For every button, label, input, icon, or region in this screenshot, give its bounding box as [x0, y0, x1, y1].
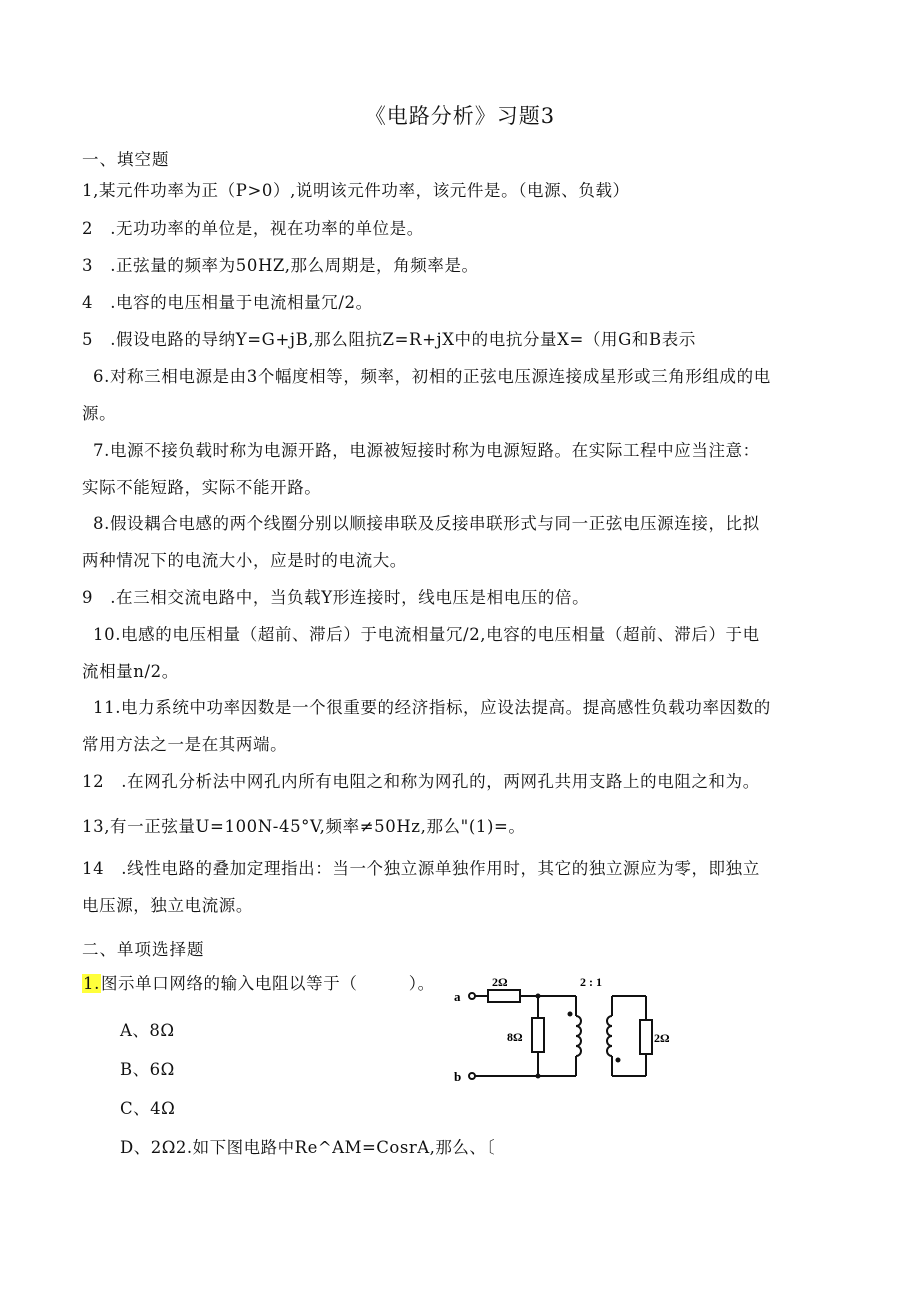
question-line: 14 .线性电路的叠加定理指出：当一个独立源单独作用时，其它的独立源应为零，即独立	[82, 859, 760, 878]
turns-ratio-label: 2 : 1	[580, 975, 602, 989]
question-number-highlight: 1.	[83, 974, 100, 993]
question-line: 8.假设耦合电感的两个线圈分别以顺接串联及反接串联形式与同一正弦电压源连接，比拟	[93, 514, 760, 533]
question-line: 1,某元件功率为正（P>0）,说明该元件功率，该元件是。（电源、负载）	[82, 181, 630, 200]
question-line: 12 .在网孔分析法中网孔内所有电阻之和称为网孔的，两网孔共用支路上的电阻之和为。	[82, 772, 760, 791]
option-c: C、4Ω	[120, 1099, 176, 1118]
option-d: D、2Ω2.如下图电路中Re^AM=CosrA,那么、〔	[120, 1138, 496, 1157]
question-line: 电压源，独立电流源。	[82, 896, 253, 915]
question-line: 6.对称三相电源是由3个幅度相等，频率，初相的正弦电压源连接成星形或三角形组成的电	[93, 367, 771, 386]
load-resistor	[640, 1020, 652, 1054]
question-line: 2 .无功功率的单位是，视在功率的单位是。	[82, 219, 424, 238]
series-resistor-label: 2Ω	[492, 975, 508, 989]
terminal-a-node	[469, 993, 475, 999]
question-line: 流相量n/2。	[82, 662, 179, 681]
question-line: 7.电源不接负载时称为电源开路，电源被短接时称为电源短路。在实际工程中应当注意：	[93, 441, 760, 460]
question-line: 两种情况下的电流大小，应是时的电流大。	[82, 551, 407, 570]
option-a: A、8Ω	[120, 1021, 175, 1040]
question-line: 4 .电容的电压相量于电流相量冗/2。	[82, 293, 373, 312]
primary-polarity-dot	[568, 1012, 573, 1017]
question-line: 3 .正弦量的频率为50HZ,那么周期是，角频率是。	[82, 256, 479, 275]
primary-coil	[576, 1016, 581, 1056]
section-heading-single-choice: 二、单项选择题	[82, 940, 205, 959]
question-line: 11.电力系统中功率因数是一个很重要的经济指标，应设法提高。提高感性负载功率因数的	[93, 698, 771, 717]
shunt-resistor-label: 8Ω	[507, 1030, 523, 1044]
terminal-a-label: a	[454, 989, 461, 1004]
section-heading-fill-blank: 一、填空题	[82, 150, 170, 169]
page-title: 《电路分析》习题3	[364, 104, 556, 128]
junction-dot	[536, 1074, 541, 1079]
secondary-polarity-dot	[616, 1058, 621, 1063]
junction-dot	[536, 994, 541, 999]
shunt-resistor	[532, 1018, 544, 1052]
load-resistor-label: 2Ω	[654, 1031, 670, 1045]
option-b: B、6Ω	[120, 1060, 175, 1079]
series-resistor	[488, 990, 520, 1002]
question-line: 10.电感的电压相量（超前、滞后）于电流相量冗/2,电容的电压相量（超前、滞后）于电	[93, 625, 760, 644]
circuit-diagram	[450, 972, 700, 1087]
question-line: 源。	[82, 404, 117, 423]
question-line: 常用方法之一是在其两端。	[82, 735, 288, 754]
terminal-b-node	[469, 1073, 475, 1079]
question-line: 13,有一正弦量U=100N-45°V,频率≠50Hz,那么"(1)=。	[82, 817, 526, 836]
choice-question-text: 图示单口网络的输入电阻以等于（ ）。	[100, 974, 435, 993]
question-line: 5 .假设电路的导纳Y=G+jB,那么阻抗Z=R+jX中的电抗分量X=（用G和B表示	[82, 330, 696, 349]
terminal-b-label: b	[454, 1069, 462, 1084]
question-line: 9 .在三相交流电路中，当负载Y形连接时，线电压是相电压的倍。	[82, 588, 590, 607]
secondary-coil	[607, 1016, 612, 1056]
question-line: 实际不能短路，实际不能开路。	[82, 478, 322, 497]
